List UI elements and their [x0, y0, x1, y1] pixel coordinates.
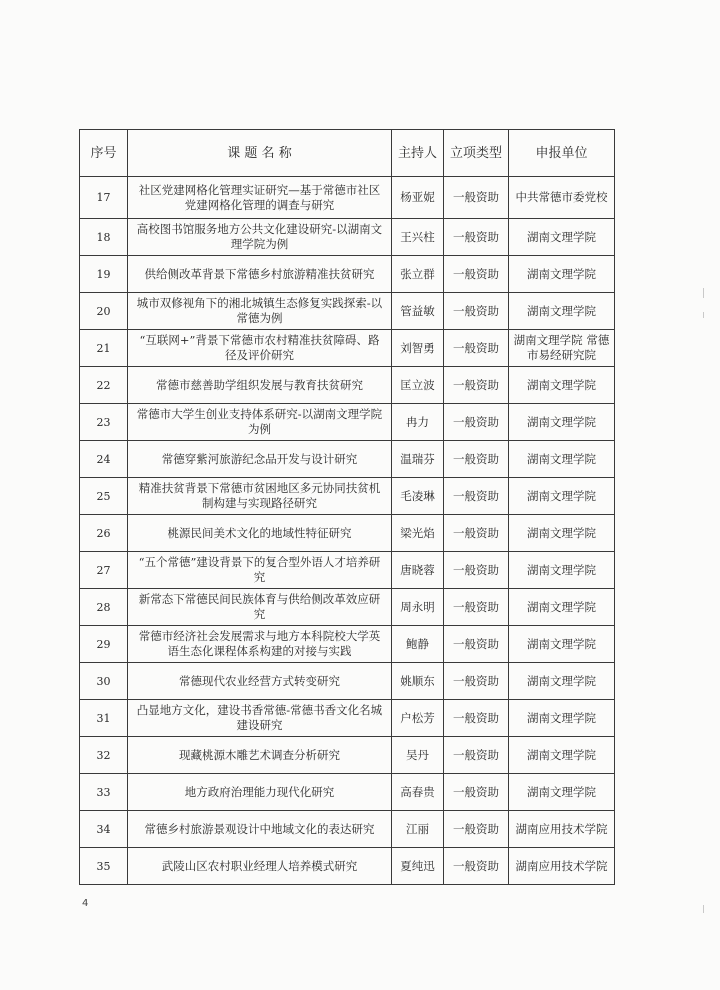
cell-title: 常德现代农业经营方式转变研究 — [128, 663, 392, 700]
table-row — [80, 589, 615, 626]
table-row — [80, 404, 615, 441]
table-row — [80, 700, 615, 737]
cell-host: 冉力 — [392, 404, 444, 441]
cell-host: 吴丹 — [392, 737, 444, 774]
cell-host: 杨亚妮 — [392, 177, 444, 219]
cell-type: 一般资助 — [444, 811, 509, 848]
cell-host: 刘智勇 — [392, 330, 444, 367]
table-row — [80, 811, 615, 848]
cell-seq: 32 — [80, 737, 128, 774]
cell-type: 一般资助 — [444, 626, 509, 663]
cell-seq: 27 — [80, 552, 128, 589]
table-row — [80, 626, 615, 663]
page-number: 4 — [82, 898, 89, 909]
cell-type: 一般资助 — [444, 848, 509, 885]
cell-seq: 28 — [80, 589, 128, 626]
table-row — [80, 515, 615, 552]
cell-seq: 35 — [80, 848, 128, 885]
cell-seq: 29 — [80, 626, 128, 663]
cell-title: 供给侧改革背景下常德乡村旅游精准扶贫研究 — [128, 256, 392, 293]
cell-seq: 20 — [80, 293, 128, 330]
cell-seq: 22 — [80, 367, 128, 404]
cell-seq: 30 — [80, 663, 128, 700]
cell-title: 城市双修视角下的湘北城镇生态修复实践探索-以常德为例 — [128, 293, 392, 330]
cell-unit: 湖南文理学院 — [509, 367, 615, 404]
table-row — [80, 367, 615, 404]
table-row — [80, 330, 615, 367]
cell-type: 一般资助 — [444, 330, 509, 367]
cell-type: 一般资助 — [444, 700, 509, 737]
header-unit: 申报单位 — [509, 130, 615, 177]
cell-host: 张立群 — [392, 256, 444, 293]
cell-host: 唐晓蓉 — [392, 552, 444, 589]
cell-host: 姚顺东 — [392, 663, 444, 700]
header-title: 课 题 名 称 — [128, 130, 392, 177]
project-table — [79, 129, 615, 885]
cell-title: 常德穿紫河旅游纪念品开发与设计研究 — [128, 441, 392, 478]
cell-unit: 湖南文理学院 — [509, 663, 615, 700]
table-row — [80, 663, 615, 700]
cell-host: 周永明 — [392, 589, 444, 626]
cell-host: 温瑞芬 — [392, 441, 444, 478]
table-body — [80, 177, 615, 885]
cell-title: 现藏桃源木雕艺术调查分析研究 — [128, 737, 392, 774]
cell-type: 一般资助 — [444, 589, 509, 626]
header-host: 主持人 — [392, 130, 444, 177]
table-row — [80, 177, 615, 219]
cell-unit: 湖南文理学院 常德市易经研究院 — [509, 330, 615, 367]
cell-unit: 湖南文理学院 — [509, 478, 615, 515]
cell-seq: 23 — [80, 404, 128, 441]
table-row — [80, 256, 615, 293]
cell-title: 武陵山区农村职业经理人培养模式研究 — [128, 848, 392, 885]
cell-title: 新常态下常德民间民族体育与供给侧改革效应研究 — [128, 589, 392, 626]
cell-seq: 19 — [80, 256, 128, 293]
scan-mark — [703, 312, 704, 318]
scan-mark — [703, 905, 704, 913]
cell-title: 常德市大学生创业支持体系研究-以湖南文理学院为例 — [128, 404, 392, 441]
cell-title: 地方政府治理能力现代化研究 — [128, 774, 392, 811]
cell-unit: 湖南文理学院 — [509, 404, 615, 441]
cell-seq: 17 — [80, 177, 128, 219]
cell-seq: 25 — [80, 478, 128, 515]
cell-title: 常德乡村旅游景观设计中地域文化的表达研究 — [128, 811, 392, 848]
cell-type: 一般资助 — [444, 774, 509, 811]
cell-host: 户松芳 — [392, 700, 444, 737]
cell-unit: 湖南应用技术学院 — [509, 848, 615, 885]
cell-host: 江丽 — [392, 811, 444, 848]
cell-unit: 湖南文理学院 — [509, 737, 615, 774]
cell-type: 一般资助 — [444, 256, 509, 293]
cell-host: 梁光焰 — [392, 515, 444, 552]
cell-type: 一般资助 — [444, 552, 509, 589]
table-header-row — [80, 130, 615, 177]
table-row — [80, 737, 615, 774]
cell-type: 一般资助 — [444, 293, 509, 330]
cell-seq: 24 — [80, 441, 128, 478]
header-type: 立项类型 — [444, 130, 509, 177]
cell-unit: 湖南文理学院 — [509, 256, 615, 293]
cell-type: 一般资助 — [444, 478, 509, 515]
cell-seq: 26 — [80, 515, 128, 552]
cell-unit: 湖南文理学院 — [509, 293, 615, 330]
cell-title: 精准扶贫背景下常德市贫困地区多元协同扶贫机制构建与实现路径研究 — [128, 478, 392, 515]
cell-title: 凸显地方文化，建设书香常德-常德书香文化名城建设研究 — [128, 700, 392, 737]
cell-type: 一般资助 — [444, 515, 509, 552]
cell-type: 一般资助 — [444, 177, 509, 219]
cell-host: 鲍静 — [392, 626, 444, 663]
cell-type: 一般资助 — [444, 737, 509, 774]
cell-unit: 湖南应用技术学院 — [509, 811, 615, 848]
cell-unit: 湖南文理学院 — [509, 589, 615, 626]
cell-unit: 湖南文理学院 — [509, 515, 615, 552]
cell-unit: 湖南文理学院 — [509, 219, 615, 256]
cell-seq: 33 — [80, 774, 128, 811]
cell-seq: 31 — [80, 700, 128, 737]
cell-title: 高校图书馆服务地方公共文化建设研究-以湖南文理学院为例 — [128, 219, 392, 256]
cell-unit: 湖南文理学院 — [509, 774, 615, 811]
table-row — [80, 774, 615, 811]
cell-host: 管益敏 — [392, 293, 444, 330]
cell-host: 高春贵 — [392, 774, 444, 811]
cell-seq: 34 — [80, 811, 128, 848]
cell-type: 一般资助 — [444, 404, 509, 441]
table-row — [80, 293, 615, 330]
cell-title: 常德市经济社会发展需求与地方本科院校大学英语生态化课程体系构建的对接与实践 — [128, 626, 392, 663]
cell-host: 王兴柱 — [392, 219, 444, 256]
cell-title: 社区党建网格化管理实证研究—基于常德市社区党建网格化管理的调查与研究 — [128, 177, 392, 219]
cell-title: “五个常德”建设背景下的复合型外语人才培养研究 — [128, 552, 392, 589]
cell-type: 一般资助 — [444, 441, 509, 478]
cell-host: 毛凌琳 — [392, 478, 444, 515]
table-row — [80, 219, 615, 256]
cell-title: “互联网+”背景下常德市农村精准扶贫障碍、路径及评价研究 — [128, 330, 392, 367]
cell-seq: 18 — [80, 219, 128, 256]
cell-unit: 中共常德市委党校 — [509, 177, 615, 219]
cell-type: 一般资助 — [444, 219, 509, 256]
cell-unit: 湖南文理学院 — [509, 441, 615, 478]
cell-host: 匡立波 — [392, 367, 444, 404]
table-row — [80, 552, 615, 589]
cell-unit: 湖南文理学院 — [509, 626, 615, 663]
table-row — [80, 848, 615, 885]
cell-seq: 21 — [80, 330, 128, 367]
cell-unit: 湖南文理学院 — [509, 552, 615, 589]
cell-unit: 湖南文理学院 — [509, 700, 615, 737]
cell-title: 常德市慈善助学组织发展与教育扶贫研究 — [128, 367, 392, 404]
cell-host: 夏纯迅 — [392, 848, 444, 885]
table-row — [80, 478, 615, 515]
cell-type: 一般资助 — [444, 663, 509, 700]
table-row — [80, 441, 615, 478]
cell-title: 桃源民间美术文化的地域性特征研究 — [128, 515, 392, 552]
scan-mark — [703, 288, 704, 298]
cell-type: 一般资助 — [444, 367, 509, 404]
header-seq: 序号 — [80, 130, 128, 177]
